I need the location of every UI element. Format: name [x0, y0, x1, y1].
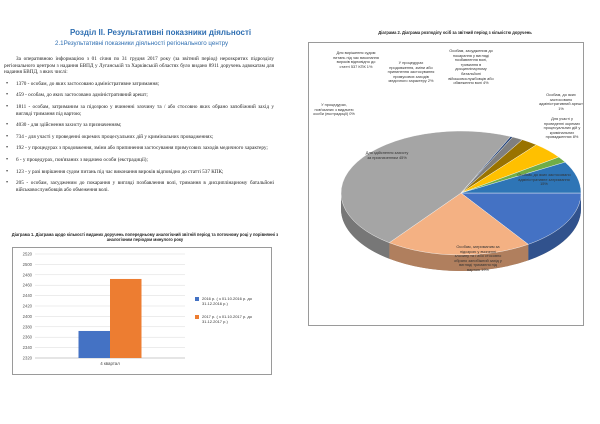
pie-label: Для вирішення судом питань під час виконання вироків відповідно до статті 537 КПК 1% [333, 50, 379, 69]
y-tick-label: 2460 [22, 282, 32, 288]
bar [79, 331, 111, 358]
right-page [300, 0, 600, 424]
pie-label: Для участі у проведенні окремих процесуальних дій у кримінальних провадженнях 8% [543, 116, 581, 140]
pie-label: Особам, засудженим до покарання у вигляді позбавлення волі, тримання в дисциплінарному батальйоні військовослужбовців або обмеження волі 4% [448, 48, 494, 86]
bar-chart-frame [12, 247, 272, 375]
y-tick-label: 2380 [22, 324, 32, 330]
bullet-item: • 1811 - особам, затриманим за підозрою у вчиненні злочину та / або стосовно яких обрано запобіжний захід у вигляді тримання під вартою; [4, 104, 274, 117]
legend-label-cont: 31.12.2016 р.) [202, 301, 228, 306]
pie-label: У процедурах продовження, зміни або припинення застосування примусових заходів медичного характеру 2% [387, 60, 435, 84]
bar-chart [13, 248, 273, 376]
pie-label: Для здійснення захисту за призначенням 45% [365, 150, 409, 160]
y-tick-label: 2360 [22, 334, 32, 340]
legend-label: 2017 р. ( з 01.10.2017 р. до [202, 314, 252, 319]
bullet-item: • 6 - у процедурах, пов'язаних з видачею особи (екстрадиції); [4, 157, 274, 164]
x-category-label: 4 квартал [100, 361, 120, 366]
y-tick-label: 2500 [22, 261, 32, 267]
legend-label-cont: 31.12.2017 р.) [202, 319, 228, 324]
y-tick-label: 2340 [22, 345, 32, 351]
y-tick-label: 2400 [22, 313, 32, 319]
bar [110, 279, 142, 358]
intro-paragraph: За оперативною інформацією з 01 січня по 31 грудня 2017 року (за звітний період) нерозкритих підрозділу регіонального центром з надання БВПД у Луганській та Харківській областях було видано 8911 доручень адвокатам для надання БВПД, з яких числі: [4, 56, 274, 76]
bullet-item: • 459 - особам, до яких застосовано адміністративний арешт; [4, 92, 274, 99]
y-tick-label: 2320 [22, 355, 32, 361]
pie-label: Особам, затриманим за підозрою у вчиненні злочину та / або стосовно обрано запобіжний захід у вигляді тримання під вартою 19% [454, 244, 502, 272]
legend-label: 2016 р. ( з 01.10.2016 р. до [202, 296, 252, 301]
bullet-item: • 1370 - особам, до яких застосовано адміністративне затримання; [4, 81, 274, 88]
bar-chart-caption: Діаграма 1. Діаграма щодо кількості виданих доручень попередньому аналогічний звітній період та поточному році у порівнянні з аналогічним періодом минулого року [11, 232, 279, 242]
bullet-item: • 123 - у разі вирішення судом питань під час виконання вироків відповідно до статті 537 КПК; [4, 169, 274, 176]
pie-label: У процедурах, пов'язаних з видачею особи (екстрадиції) 0% [313, 102, 355, 117]
legend-swatch [195, 297, 199, 301]
pie-label: Особам, до яких застосовано адміністративне затримання 15% [517, 172, 571, 187]
bullet-item: • 205 - особам, засудженим до покарання у вигляді позбавлення волі, тримання в дисциплінарному батальйоні військовослужбовців або обмеження волі. [4, 180, 274, 193]
subsection-title: 2.1Результативні показники діяльності регіонального центру [55, 40, 229, 47]
y-tick-label: 2480 [22, 272, 32, 278]
bullet-item: • 734 - для участі у проведенні окремих процесуальних дій у кримінальних провадженнях; [4, 134, 274, 141]
body-text [4, 56, 274, 198]
pie-chart-caption: Діаграма 2. Діаграма розподілу осіб за звітний період з кількістю доручень [378, 30, 532, 35]
pie-chart-frame [308, 42, 584, 326]
y-tick-label: 2520 [22, 251, 32, 257]
y-tick-label: 2420 [22, 303, 32, 309]
y-tick-label: 2440 [22, 293, 32, 299]
section-title: Розділ II. Результативні показники діяльності [70, 28, 252, 37]
bullet-item: • 4030 - для здійснення захисту за призначенням; [4, 122, 274, 129]
legend-swatch [195, 315, 199, 319]
pie-label: Особам, до яких застосовано адміністративний арешт 1% [539, 92, 583, 111]
bullet-item: • 192 - у процедурах з продовження, зміни або припинення застосування примусових заходів медичного характеру; [4, 145, 274, 152]
